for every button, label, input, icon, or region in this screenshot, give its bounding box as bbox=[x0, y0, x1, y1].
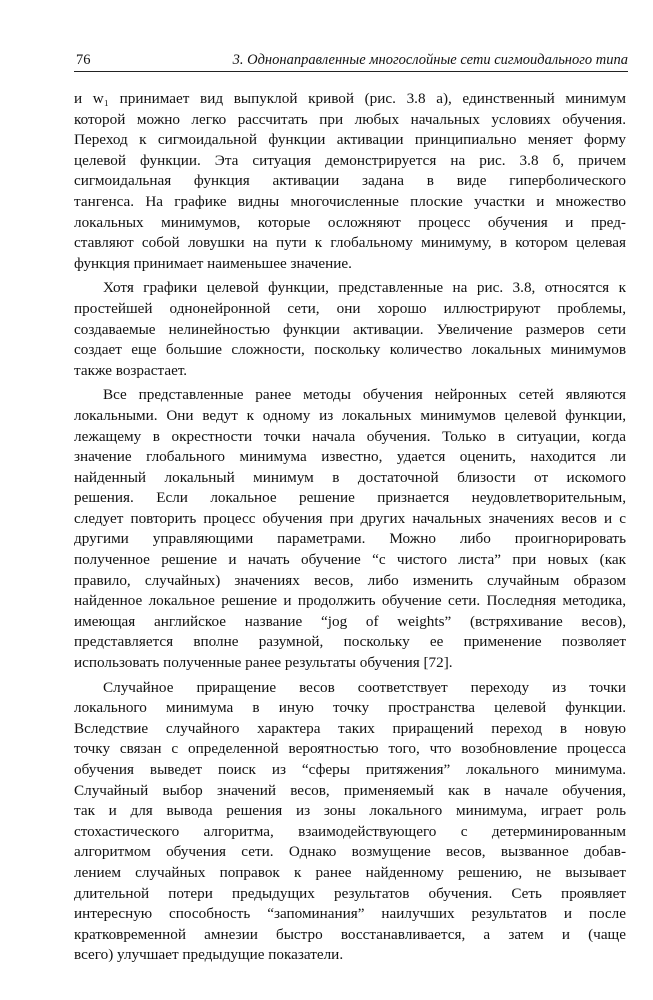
page-header bbox=[74, 52, 630, 72]
text-line: представляется вполне разумной, поскольку ее применение позволяет bbox=[74, 633, 626, 651]
text-line: значение глобального минимума известно, удается оценить, находится ли bbox=[74, 448, 626, 466]
text-line: Случайное приращение весов соответствует переходу из точки bbox=[103, 678, 626, 696]
text-line: другими управляющими параметрами. Можно либо проигнорировать bbox=[74, 530, 626, 548]
text-line: локальных минимумов, которые осложняют процесс обучения и пред- bbox=[74, 213, 626, 231]
paragraph-3 bbox=[74, 385, 626, 673]
text-line: найденный локальный минимум в достаточной близости от искомого bbox=[74, 468, 626, 486]
text-line: также возрастает. bbox=[74, 361, 188, 379]
text-line: точку связан с определенной вероятностью того, что возобновление процесса bbox=[74, 740, 626, 758]
text-line: локальными. Они ведут к одному из локальных минимумов целевой функции, bbox=[74, 406, 626, 424]
text-line: Вследствие случайного характера таких приращений переход в новую bbox=[74, 719, 626, 737]
text-line: целевой функции. Эта ситуация демонстрируется на рис. 3.8 б, причем bbox=[74, 151, 626, 169]
text-line: Хотя графики целевой функции, представленные на рис. 3.8, относятся к bbox=[103, 279, 626, 297]
text-line: кратковременной амнезии быстро восстанавливается, а затем и (чаще bbox=[74, 925, 626, 943]
paragraph-2 bbox=[74, 278, 626, 381]
text-line: полученное решение и начать обучение “с чистого листа” при новых (как bbox=[74, 551, 626, 569]
text-line: которой можно легко рассчитать при любых начальных условиях обучения. bbox=[74, 110, 626, 128]
header-rule bbox=[74, 71, 628, 72]
text-line: интересную способность “запоминания” наилучших результатов и после bbox=[74, 905, 626, 923]
paragraph-4 bbox=[74, 678, 626, 966]
text-line: алгоритмом обучения сети. Однако возмущение весов, вызванное добав- bbox=[74, 843, 626, 861]
text-line: лежащему в окрестности точки начала обучения. Только в ситуации, когда bbox=[74, 427, 626, 445]
running-head: 3. Однонаправленные многослойные сети сигмоидального типа bbox=[232, 52, 628, 68]
text-line: простейшей однонейронной сети, они хорошо иллюстрируют проблемы, bbox=[74, 299, 626, 317]
text-line: тангенса. На графике видны многочисленные плоские участки и множество bbox=[74, 192, 626, 210]
text-line: сигмоидальная функция активации задана в виде гиперболического bbox=[74, 172, 626, 190]
text-line: всего) улучшает предыдущие показатели. bbox=[74, 946, 344, 964]
text-line: Случайный выбор значений весов, применяемый как в начале обучения, bbox=[74, 781, 626, 799]
text-line: функция принимает наименьшее значение. bbox=[74, 254, 352, 272]
page-number: 76 bbox=[76, 52, 91, 68]
text-line: стохастического алгоритма, взаимодействующего с детерминированным bbox=[74, 822, 626, 840]
text-line: ставляют собой ловушки на пути к глобальному минимуму, в котором целевая bbox=[74, 234, 626, 252]
text-line: и w₁ принимает вид выпуклой кривой (рис. 3.8 а), единственный минимум bbox=[74, 90, 626, 107]
text-line: создаваемые нелинейностью функции активации. Увеличение размеров сети bbox=[74, 320, 626, 338]
body-text bbox=[74, 89, 626, 970]
text-line: правило, случайных) значениях весов, либо изменить случайным образом bbox=[74, 571, 626, 589]
text-line: Переход к сигмоидальной функции активации принципиально меняет форму bbox=[74, 131, 626, 149]
text-line: найденное локальное решение и продолжить обучение сети. Последняя методика, bbox=[74, 592, 626, 610]
text-line: обучения выведет поиск из “сферы притяжения” локального минимума. bbox=[74, 761, 626, 778]
text-line: создает еще большие сложности, поскольку количество локальных минимумов bbox=[74, 341, 626, 359]
text-line: Все представленные ранее методы обучения нейронных сетей являются bbox=[103, 386, 626, 404]
text-line: использовать полученные ранее результаты обучения [72]. bbox=[74, 654, 453, 672]
text-line: имеющая английское название “jog of weights” (встряхивание весов), bbox=[74, 612, 626, 630]
text-line: лением случайных поправок к ранее найденному решению, не вызывает bbox=[74, 863, 626, 881]
text-line: решения. Если локальное решение признается неудовлетворительным, bbox=[74, 489, 626, 507]
text-line: локального минимума в иную точку пространства целевой функции. bbox=[74, 699, 626, 717]
text-line: длительной потери предыдущих результатов обучения. Сеть проявляет bbox=[74, 884, 626, 902]
text-line: следует повторить процесс обучения при других начальных значениях весов и с bbox=[74, 509, 626, 527]
text-line: так и для вывода решения из зоны локального минимума, играет роль bbox=[74, 802, 626, 820]
paragraph-1 bbox=[74, 89, 626, 274]
